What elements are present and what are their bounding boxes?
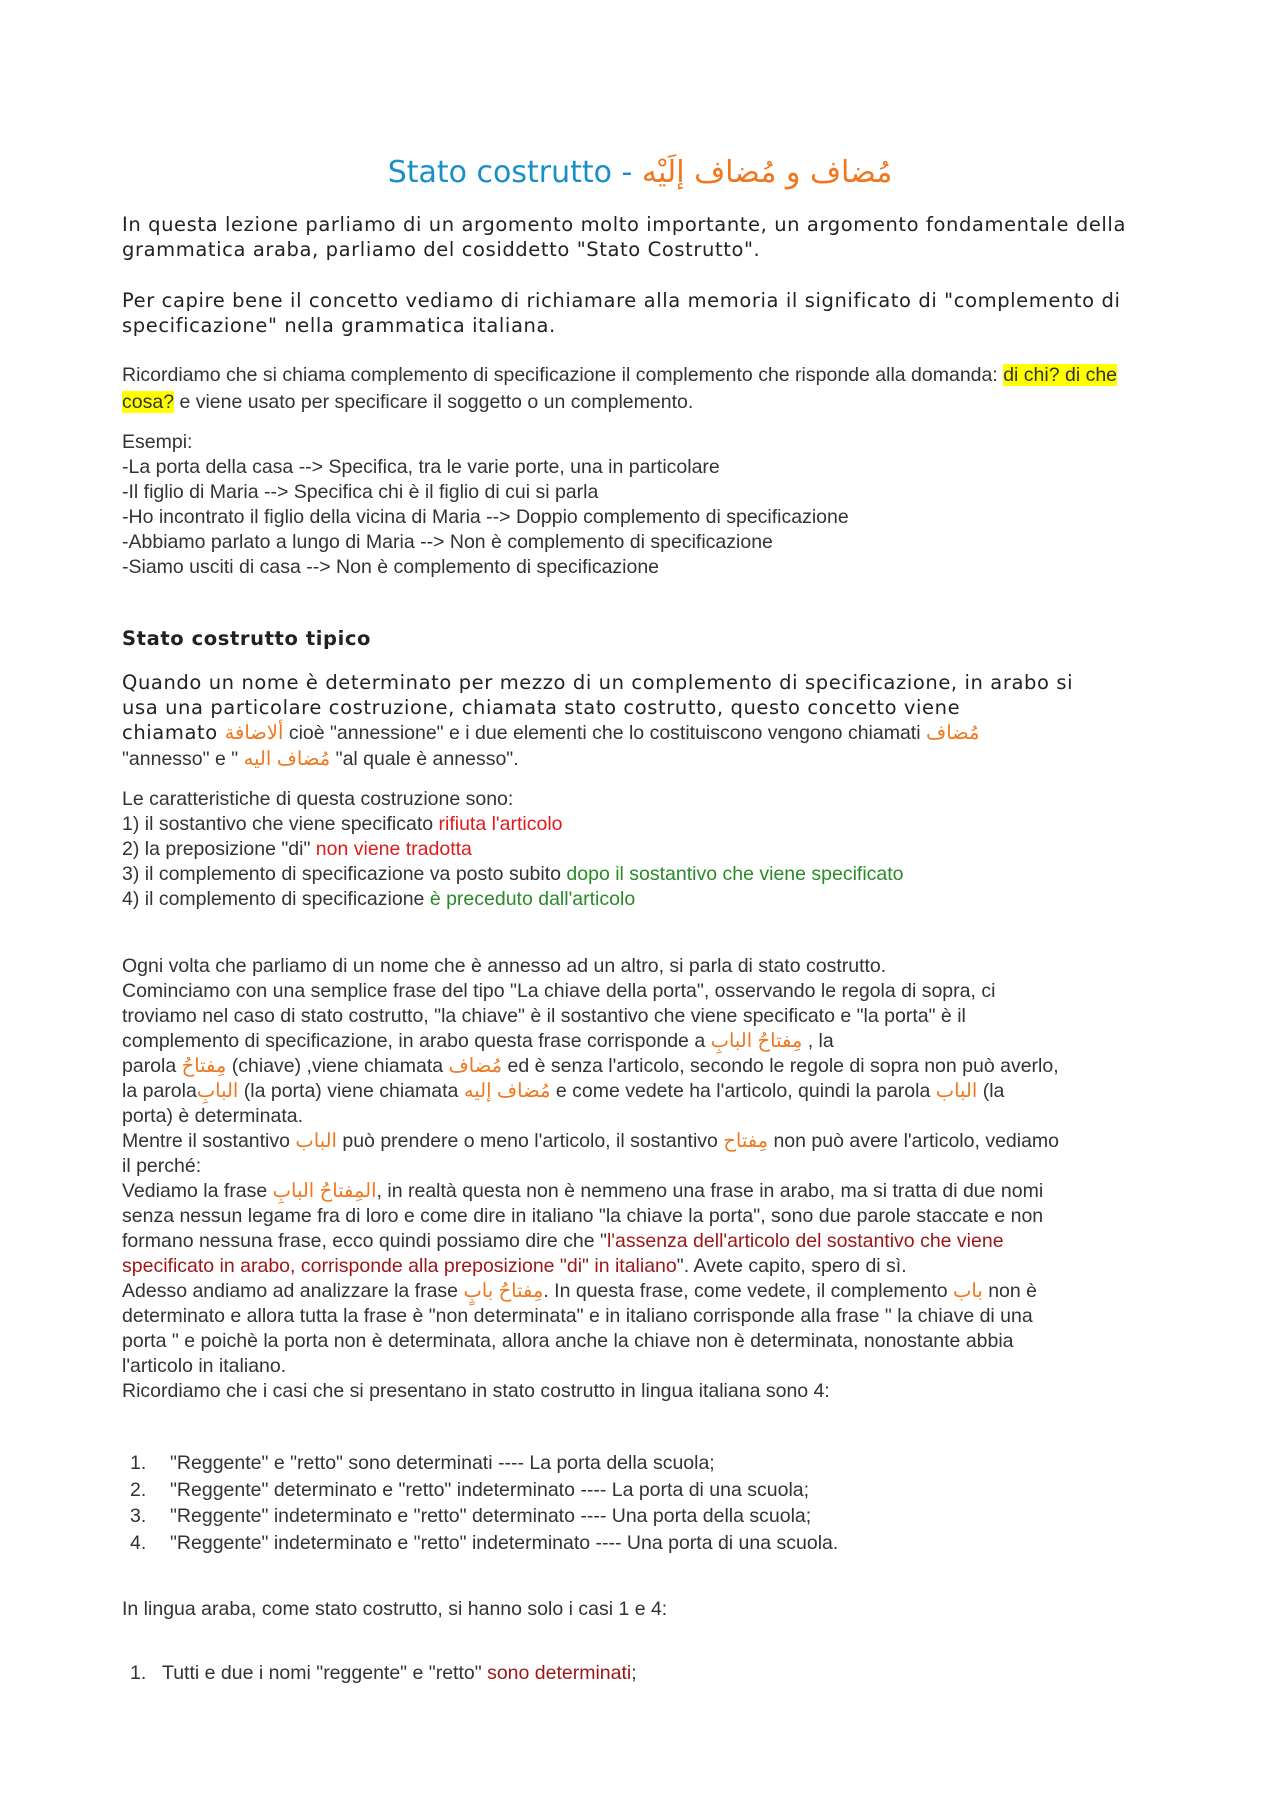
example-item: -Il figlio di Maria --> Specifica chi è il figlio di cui si parla <box>122 481 599 503</box>
examples-block <box>122 430 1172 580</box>
title-arabic: مُضاف و مُضاف إلَيْه <box>641 155 893 190</box>
characteristics-block <box>122 787 1172 912</box>
explanation-body: Ogni volta che parliamo di un nome che è annesso ad un altro, si parla di stato costrutto. Cominciamo con una semplice frase del tipo "La chiave della porta", osservando le regola di sopra, ci troviamo nel caso di stato costrutto, "la chiave" è il sostantivo che viene specificato e "la porta" è il complemento di specificazione, in arabo questa frase corrisponde a مِفتاحُ البابِ , la parola مِفتاحُ (chiave) ,viene chiamata مُضاف ed è senza l'articolo, secondo le regole di sopra non può averlo, la parolaالبابِ (la porta) viene chiamata مُضاف إليه e come vedete ha l'articolo, quindi la parola الباب (la porta) è determinata. Mentre il sostantivo الباب può prendere o meno l'articolo, il sostantivo مِفتاح non può avere l'articolo, vediamo il perché: Vediamo la frase المِفتاحُ البابِ, in realtà questa non è nemmeno una frase in arabo, ma si tratta di due nomi senza nessun legame fra di loro e come dire in italiano "la chiave la porta", sono due parole staccate e non formano nessuna frase, ecco quindi possiamo dire che "l'assenza dell'articolo del sostantivo che viene specificato in arabo, corrisponde alla preposizione "di" in italiano". Avete capito, spero di sì. Adesso andiamo ad analizzare la frase مِفتاحُ بابٍ. In questa frase, come vedete, il complemento باب non è determinato e allora tutta la frase è "non determinata" e in italiano corrisponde alla frase " la chiave di una porta " e poichè la porta non è determinata, allora anche la chiave non è determinata, nonostante abbia l'articolo in italiano. Ricordiamo che i casi che si presentano in stato costrutto in lingua italiana sono 4: <box>122 955 1060 1402</box>
characteristics-heading: Le caratteristiche di questa costruzione sono: <box>122 788 514 810</box>
highlighted-question: di chi? di che cosa? <box>122 364 1118 413</box>
intro-paragraph-2: Per capire bene il concetto vediamo di richiamare alla memoria il significato di "complemento di specificazione" nella grammatica italiana. <box>122 289 1121 337</box>
characteristic-item: 2) la preposizione "di" non viene tradotta <box>122 838 472 860</box>
section-heading: Stato costrutto tipico <box>122 627 372 650</box>
italian-cases-list <box>122 1450 1172 1556</box>
typical-paragraph: Quando un nome è determinato per mezzo di un complemento di specificazione, in arabo si usa una particolare costruzione, chiamata stato costrutto, questo concetto viene chiamato ألاضافة cioè "annessione" e i due elementi che lo costituiscono vengono chiamati مُضاف "annesso" e " مُضاف اليه "al quale è annesso". <box>122 671 1074 770</box>
intro-paragraph-1: In questa lezione parliamo di un argomento molto importante, un argomento fondamentale della grammatica araba, parliamo del cosiddetto "Stato Costrutto". <box>122 213 1126 261</box>
example-item: -Abbiamo parlato a lungo di Maria --> Non è complemento di specificazione <box>122 531 773 553</box>
list-item: 2. "Reggente" determinato e "retto" indeterminato ---- La porta di una scuola; <box>130 1478 810 1501</box>
list-item: 1. "Reggente" e "retto" sono determinati ---- La porta della scuola; <box>130 1452 715 1474</box>
arabic-cases-intro: In lingua araba, come stato costrutto, si hanno solo i casi 1 e 4: <box>122 1598 668 1620</box>
title-latin: Stato costrutto - <box>387 155 642 190</box>
list-item: 4. "Reggente" indeterminato e "retto" indeterminato ---- Una porta di una scuola. <box>130 1531 839 1554</box>
characteristic-item: 4) il complemento di specificazione è preceduto dall'articolo <box>122 888 636 910</box>
definition-paragraph: Ricordiamo che si chiama complemento di specificazione il complemento che risponde alla domanda: di chi? di che cosa? e viene usato per specificare il soggetto o un complemento. <box>122 364 1118 413</box>
example-item: -La porta della casa --> Specifica, tra le varie porte, una in particolare <box>122 456 720 478</box>
list-item: 1. Tutti e due i nomi "reggente" e "retto" sono determinati; <box>130 1662 637 1684</box>
characteristic-item: 1) il sostantivo che viene specificato rifiuta l'articolo <box>122 813 563 835</box>
example-item: -Ho incontrato il figlio della vicina di Maria --> Doppio complemento di specificazione <box>122 506 849 528</box>
example-item: -Siamo usciti di casa --> Non è complemento di specificazione <box>122 556 660 578</box>
page-title <box>0 155 1280 190</box>
list-item: 3. "Reggente" indeterminato e "retto" determinato ---- Una porta della scuola; <box>130 1505 812 1527</box>
characteristic-item: 3) il complemento di specificazione va posto subito dopo il sostantivo che viene specificato <box>122 863 904 885</box>
arabic-cases-list <box>122 1660 1172 1687</box>
examples-heading: Esempi: <box>122 431 193 453</box>
